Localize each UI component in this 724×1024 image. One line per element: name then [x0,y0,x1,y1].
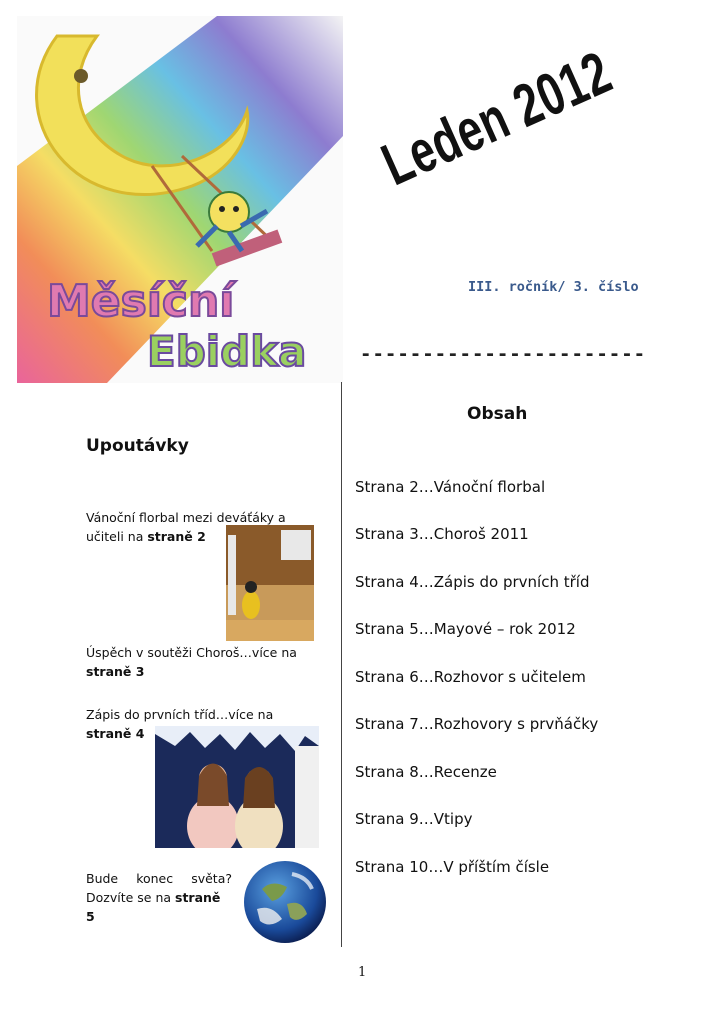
teaser-text: Dozvíte se na [86,890,176,905]
teaser-text: Úspěch v soutěži Choroš…více na [86,645,297,660]
toc-item: Strana 3…Choroš 2011 [355,525,529,543]
toc-item: Strana 10…V příštím čísle [355,858,550,876]
teaser-konec-sveta [86,869,232,926]
teaser-page-ref: straně 3 [86,664,145,679]
moon-swing-illustration [17,16,343,383]
teaser-page-ref: 5 [86,909,95,924]
dashed-separator: ----------------------- [360,343,647,365]
teaser-text: Zápis do prvních tříd…více na [86,707,274,722]
toc-item: Strana 6…Rozhovor s učitelem [355,668,586,686]
toc-item: Strana 9…Vtipy [355,810,473,828]
toc-item: Strana 5…Mayové – rok 2012 [355,620,576,638]
toc-item: Strana 2…Vánoční florbal [355,478,546,496]
toc-item: Strana 4…Zápis do prvních tříd [355,573,590,591]
teaser-text: Bude konec světa? [86,871,232,886]
toc-item: Strana 7…Rozhovory s prvňáčky [355,715,599,733]
issue-number: III. ročník/ 3. číslo [468,279,639,295]
teasers-heading: Upoutávky [86,436,189,456]
teaser-page-ref: straně [175,890,221,905]
toc-item: Strana 8…Recenze [355,763,497,781]
svg-text:Ebidka: Ebidka [147,327,307,376]
column-divider [341,382,342,947]
florbal-photo [226,525,314,641]
earth-image [242,859,328,945]
cover-illustration [17,16,343,383]
teaser-text: Vánoční florbal mezi deváťáky a [86,510,286,525]
zapis-photo [155,726,319,848]
teaser-text: učiteli na [86,529,148,544]
svg-text:Měsíční: Měsíční [47,276,235,327]
issue-title: Leden 2012 [372,38,622,199]
teaser-page-ref: straně 2 [147,529,206,544]
teaser-choros [86,643,316,681]
toc-heading: Obsah [467,404,528,424]
page-number: 1 [358,965,367,980]
teaser-page-ref: straně 4 [86,726,145,741]
